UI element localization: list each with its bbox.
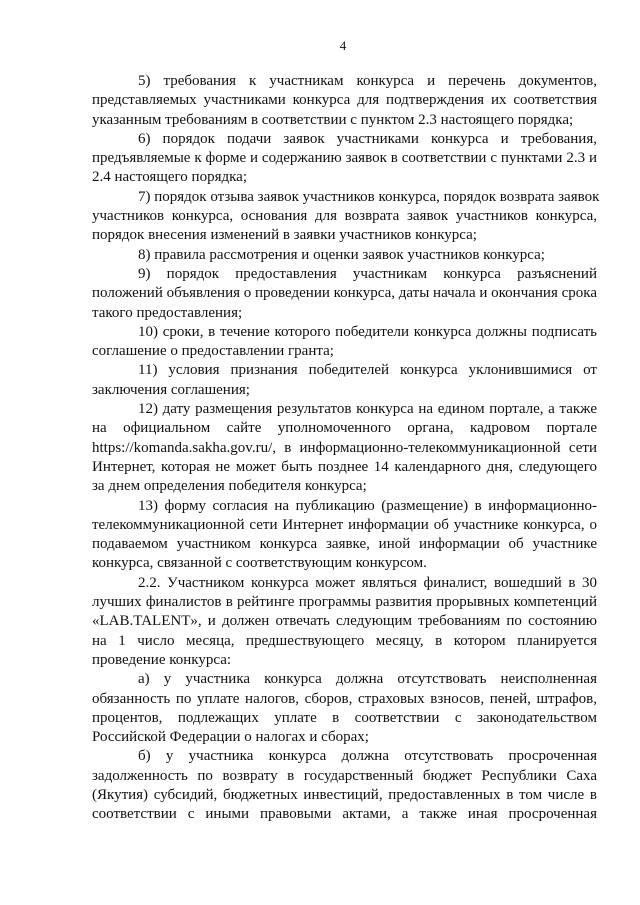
text-line: положений объявления о проведении конкурса, даты начала и окончания срока xyxy=(92,285,597,302)
text-line: проведение конкурса: xyxy=(92,651,232,668)
text-line: соответствии с иными правовыми актами, а также иная просроченная xyxy=(92,806,597,823)
text-line: 6) порядок подачи заявок участниками конкурса и требования, xyxy=(138,130,597,147)
text-line: участников конкурса, основания для возврата заявок участников конкурса, xyxy=(92,208,597,225)
text-line: задолженность по возврату в государственный бюджет Республики Саха xyxy=(92,767,597,784)
text-line: подаваемом участником конкурса заявке, иной информации об участнике xyxy=(92,536,597,553)
text-line: на официальном сайте уполномоченного органа, кадровом портале xyxy=(92,420,597,437)
text-line: 13) форму согласия на публикацию (размещение) в информационно- xyxy=(138,497,597,514)
text-line: процентов, подлежащих уплате в соответствии с законодательством xyxy=(92,709,597,726)
text-line: 10) сроки, в течение которого победители конкурса должны подписать xyxy=(138,323,597,340)
text-line: лучших финалистов в рейтинге программы развития прорывных компетенций xyxy=(92,594,597,611)
text-line: Интернет, которая не может быть позднее 14 календарного дня, следующего xyxy=(92,458,597,475)
text-line: б) у участника конкурса должна отсутствовать просроченная xyxy=(138,748,597,765)
text-line: за днем определения победителя конкурса; xyxy=(92,478,367,495)
page-number: 4 xyxy=(339,38,347,53)
text-line: 2.2. Участником конкурса может являться финалист, вошедший в 30 xyxy=(138,574,597,591)
text-line: 9) порядок предоставления участникам конкурса разъяснений xyxy=(138,265,597,282)
text-line: представляемых участниками конкурса для подтверждения их соответствия xyxy=(92,92,597,109)
text-line: 12) дату размещения результатов конкурса на едином портале, а также xyxy=(138,401,597,418)
text-line: конкурса, связанной с соответствующим конкурсом. xyxy=(92,555,427,572)
text-line: такого предоставления; xyxy=(92,304,243,321)
text-line: на 1 число месяца, предшествующего месяцу, в котором планируется xyxy=(92,632,597,649)
text-line: телекоммуникационной сети Интернет информации об участнике конкурса, о xyxy=(92,516,597,533)
text-line: а) у участника конкурса должна отсутствовать неисполненная xyxy=(138,671,597,688)
text-line: Российской Федерации о налогах и сборах; xyxy=(92,729,369,746)
text-line: (Якутия) субсидий, бюджетных инвестиций, предоставленных в том числе в xyxy=(92,786,597,803)
text-line: соглашение о предоставлении гранта; xyxy=(92,343,334,360)
text-line: «LAB.TALENT», и должен отвечать следующим требованиям по состоянию xyxy=(92,613,597,630)
text-line: порядок внесения изменений в заявки участников конкурса; xyxy=(92,227,477,244)
text-line: 7) порядок отзыва заявок участников конкурса, порядок возврата заявок xyxy=(138,188,600,205)
text-line: предъявляемые к форме и содержанию заявок в соответствии с пунктами 2.3 и xyxy=(92,150,597,167)
text-line: обязанность по уплате налогов, сборов, страховых взносов, пеней, штрафов, xyxy=(92,690,597,707)
text-line: заключения соглашения; xyxy=(92,381,250,398)
text-line: 2.4 настоящего порядка; xyxy=(92,169,247,186)
text-line: 11) условия признания победителей конкурса уклонившимися от xyxy=(138,362,597,379)
text-line: https://komanda.sakha.gov.ru/, в информационно-телекоммуникационной сети xyxy=(92,439,597,456)
text-line: указанным требованиям в соответствии с пунктом 2.3 настоящего порядка; xyxy=(92,111,574,128)
text-line: 5) требования к участникам конкурса и перечень документов, xyxy=(138,73,597,89)
text-line: 8) правила рассмотрения и оценки заявок участников конкурса; xyxy=(138,246,545,263)
document-body xyxy=(92,72,600,825)
